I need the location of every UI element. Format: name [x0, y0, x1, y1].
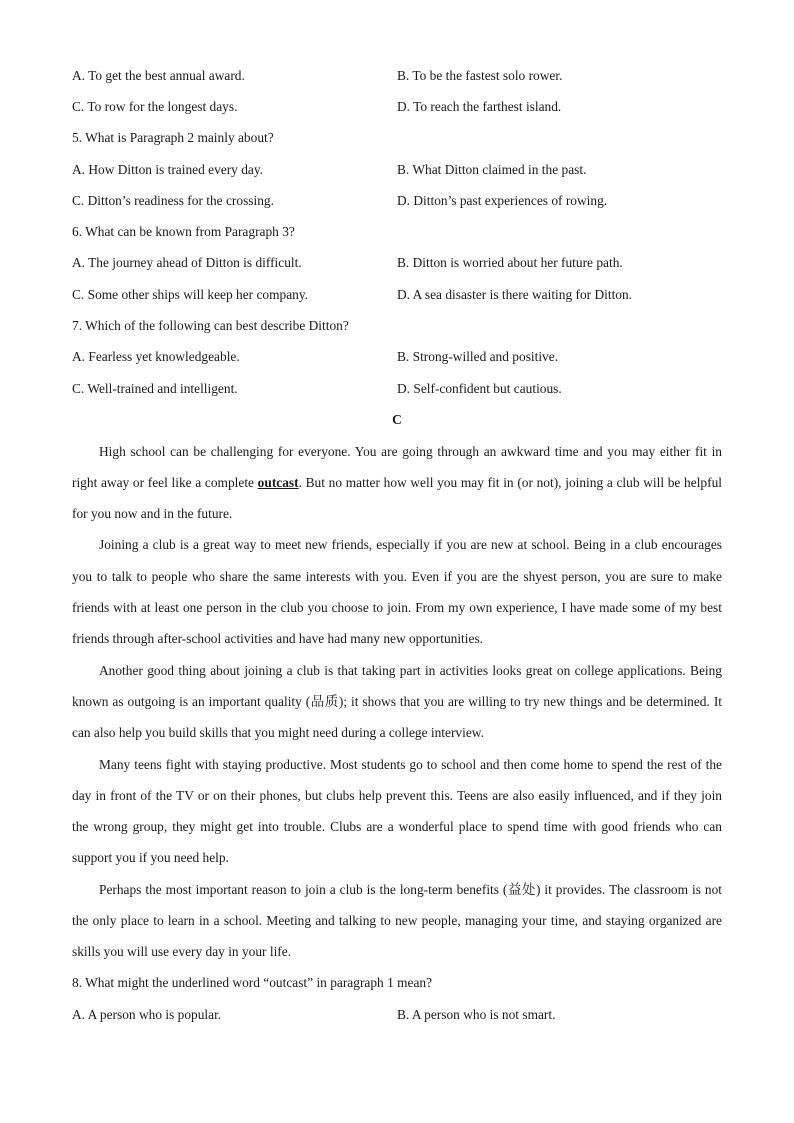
q7-options-row-2 [72, 373, 722, 404]
q6-option-c: C. Some other ships will keep her company. [72, 286, 309, 302]
p1-text-after: . But no matter how well you may fit in (or not), joining a club will be helpful for you now and in the future. [72, 474, 722, 522]
q8-stem: 8. What might the underlined word “outcast” in paragraph 1 mean? [72, 975, 433, 991]
q7-option-a: A. Fearless yet knowledgeable. [72, 349, 240, 365]
q6-stem: 6. What can be known from Paragraph 3? [72, 224, 295, 240]
q7-options-row-1 [72, 342, 722, 373]
q7-option-c: C. Well-trained and intelligent. [72, 380, 238, 396]
underlined-word-outcast: outcast [257, 474, 299, 490]
q7-stem: 7. Which of the following can best describe Ditton? [72, 318, 349, 334]
section-c-title: C [392, 411, 402, 427]
q5-option-a: A. How Ditton is trained every day. [72, 161, 264, 177]
p1-text-before: High school can be challenging for everyone. You are going through an awkward time and you may either fit in right away or feel like a complete [72, 443, 722, 490]
q6-options-row-2 [72, 279, 722, 310]
exam-page [72, 60, 722, 1030]
q7-option-d: D. Self-confident but cautious. [397, 380, 562, 396]
passage-paragraph-1 [72, 436, 722, 530]
q6-options-row-1 [72, 248, 722, 279]
q5-option-b: B. What Ditton claimed in the past. [397, 161, 587, 177]
q8-option-a: A. A person who is popular. [72, 1006, 222, 1022]
q8-options-row-1 [72, 999, 722, 1030]
q6-option-d: D. A sea disaster is there waiting for Ditton. [397, 286, 633, 302]
q6-option-b: B. Ditton is worried about her future path. [397, 255, 623, 271]
q5-option-d: D. Ditton’s past experiences of rowing. [397, 192, 608, 208]
q4-option-d: D. To reach the farthest island. [397, 98, 562, 114]
q6-option-a: A. The journey ahead of Ditton is difficult. [72, 255, 302, 271]
q5-option-c: C. Ditton’s readiness for the crossing. [72, 192, 274, 208]
q4-option-c: C. To row for the longest days. [72, 98, 238, 114]
q5-options-row-2 [72, 185, 722, 216]
q4-option-b: B. To be the fastest solo rower. [397, 67, 563, 83]
q4-option-a: A. To get the best annual award. [72, 67, 245, 83]
q5-stem: 5. What is Paragraph 2 mainly about? [72, 130, 274, 146]
passage-paragraph-2: Joining a club is a great way to meet new friends, especially if you are new at school. Being in a club encourages you to talk to people who share the same interests with you. Even if you are the shyest person, you are sure to make friends with at least one person in the club you choose to join. From my own experience, I have made some of my best friends through after-school activities and have had many new opportunities. [72, 537, 722, 647]
passage-paragraph-4: Many teens fight with staying productive. Most students go to school and then come home to spend the rest of the day in front of the TV or on their phones, but clubs help prevent this. Teens are also easily influenced, and if they join the wrong group, they might get into trouble. Clubs are a wonderful place to spend time with good friends who can support you if you need help. [72, 756, 722, 866]
q5-options-row-1 [72, 154, 722, 185]
q4-options-row-1 [72, 60, 722, 91]
q7-option-b: B. Strong-willed and positive. [397, 349, 559, 365]
passage-paragraph-5: Perhaps the most important reason to join a club is the long-term benefits (益处) it provides. The classroom is not the only place to learn in a school. Meeting and talking to new people, managing your time, and staying organized are skills you will use every day in your life. [72, 881, 722, 960]
passage-paragraph-3: Another good thing about joining a club is that taking part in activities looks great on college applications. Being known as outgoing is an important quality (品质); it shows that you are willing to try new things and be determined. It can also help you build skills that you might need during a college interview. [72, 662, 722, 741]
q8-option-b: B. A person who is not smart. [397, 1006, 556, 1022]
q4-options-row-2 [72, 91, 722, 122]
